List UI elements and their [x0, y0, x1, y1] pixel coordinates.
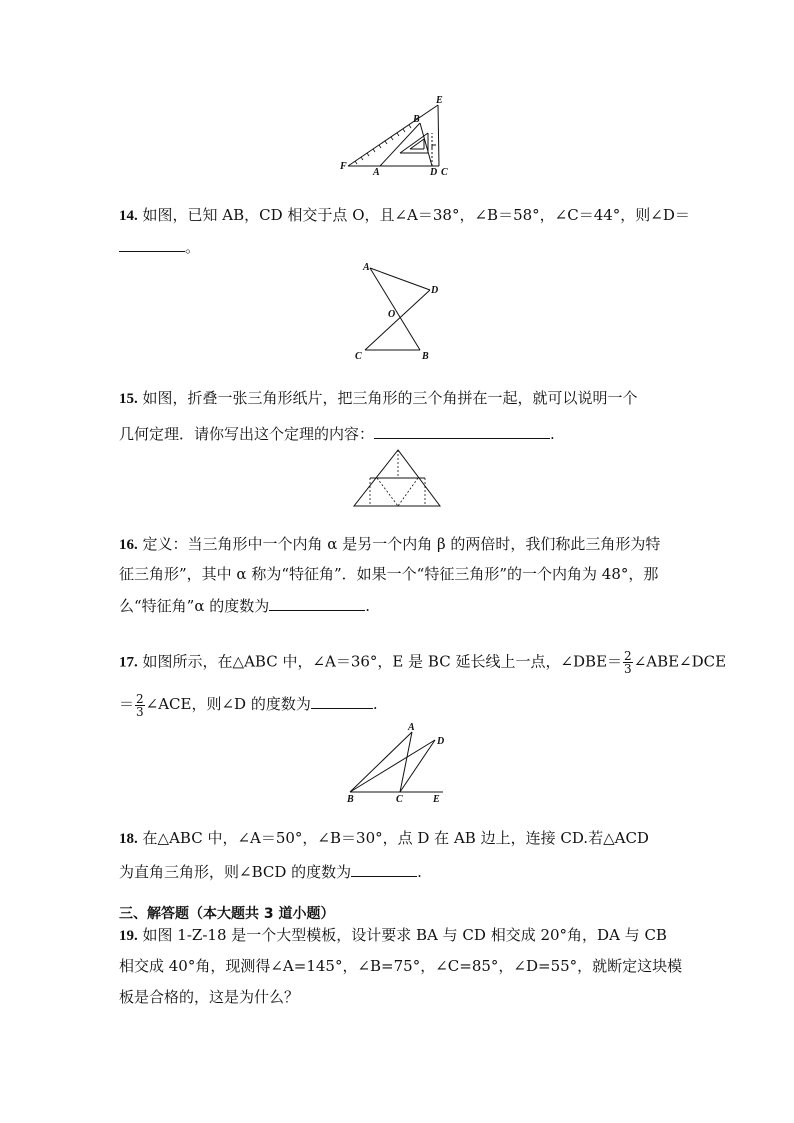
label-E: E	[433, 794, 440, 805]
answer-blank[interactable]	[269, 594, 365, 611]
q14-line2	[119, 235, 200, 257]
q19-line3	[119, 987, 299, 1007]
q16-line3-text: 么“特征角”α 的度数为	[119, 597, 270, 615]
q14-line1	[119, 205, 690, 226]
question-number: 14.	[119, 208, 138, 224]
fraction-numerator: 2	[624, 649, 632, 663]
label-E: E	[436, 95, 443, 106]
fraction-denominator: 3	[624, 662, 632, 676]
q15-line1	[119, 388, 638, 409]
q17-line2-text-b: ∠ACE，则∠D 的度数为	[145, 695, 311, 713]
label-A: A	[363, 262, 370, 273]
q16-line1-text: 定义：当三角形中一个内角 α 是另一个内角 β 的两倍时，我们称此三角形为特	[142, 535, 661, 553]
answer-blank[interactable]	[119, 235, 185, 252]
q14-tail: 。	[185, 238, 201, 256]
q19-line2-text: 相交成 40°角，现测得∠A=145°，∠B=75°，∠C=85°，∠D=55°，就断定这块模	[119, 957, 683, 975]
q17-line1-text-b: ∠ABE∠DCE	[633, 652, 727, 671]
q15-line2-text: 几何定理．请你写出这个定理的内容：	[119, 425, 375, 443]
label-D: D	[430, 167, 438, 178]
q19-line2	[119, 956, 682, 976]
q17-line2	[119, 692, 378, 718]
q17-line2-text-a: ＝	[119, 695, 135, 713]
q16-line3	[119, 594, 370, 616]
q18-tail: .	[417, 863, 422, 881]
label-D: D	[431, 285, 439, 296]
fraction	[135, 693, 145, 718]
label-B: B	[347, 794, 354, 805]
q19-line1-text: 如图 1-Z-18 是一个大型模板，设计要求 BA 与 CD 相交成 20°角，DA 与 CB	[142, 926, 667, 944]
answer-blank[interactable]	[374, 422, 550, 439]
q16-line2-text: 征三角形”，其中 α 称为“特征角”．如果一个“特征三角形”的一个内角为 48°，那	[119, 565, 659, 583]
q18-line2-text: 为直角三角形，则∠BCD 的度数为	[119, 863, 352, 881]
label-O: O	[388, 309, 396, 320]
q19-line3-text: 板是合格的，这是为什么？	[119, 988, 300, 1006]
label-C: C	[441, 167, 448, 178]
q16-line1	[119, 534, 660, 555]
question-number: 18.	[119, 831, 138, 847]
label-D: D	[437, 736, 445, 747]
fraction-denominator: 3	[136, 704, 144, 719]
q19-line1	[119, 925, 667, 946]
q15-line2	[119, 422, 555, 444]
q16-line2	[119, 564, 658, 584]
q18-line2	[119, 860, 422, 882]
label-F: F	[340, 161, 347, 172]
label-B: B	[413, 114, 420, 125]
q17-line1-text-a: 如图所示，在△ABC 中，∠A＝36°，E 是 BC 延长线上一点，∠DBE＝	[142, 652, 623, 671]
section-title: 三、解答题（本大题共 3 道小题）	[119, 906, 335, 922]
figure-q15	[352, 448, 444, 510]
fraction-numerator: 2	[136, 691, 144, 706]
answer-blank[interactable]	[311, 692, 373, 709]
q15-line1-text: 如图，折叠一张三角形纸片，把三角形的三个角拼在一起，就可以说明一个	[142, 389, 638, 407]
question-number: 19.	[119, 928, 138, 944]
figure-q14	[355, 262, 450, 362]
label-B: B	[422, 351, 429, 362]
q17-tail: .	[372, 695, 378, 713]
q17-line1	[119, 650, 726, 675]
label-C: C	[396, 794, 403, 805]
question-number: 17.	[119, 654, 138, 671]
q14-text: 如图，已知 AB，CD 相交于点 O，且∠A＝38°，∠B＝58°，∠C＝44°，则∠D＝	[142, 206, 690, 224]
q15-tail: .	[550, 425, 555, 443]
fraction	[623, 650, 633, 675]
question-number: 15.	[119, 391, 138, 407]
q18-line1-text: 在△ABC 中，∠A＝50°，∠B＝30°，点 D 在 AB 边上，连接 CD.若△ACD	[142, 829, 649, 847]
label-C: C	[355, 351, 362, 362]
q18-line1	[119, 828, 649, 849]
label-A: A	[373, 167, 380, 178]
q16-tail: .	[365, 597, 371, 615]
figure-q17	[345, 722, 455, 806]
label-A: A	[408, 722, 415, 733]
answer-blank[interactable]	[351, 860, 417, 877]
question-number: 16.	[119, 537, 138, 553]
figure-q13	[340, 95, 460, 180]
